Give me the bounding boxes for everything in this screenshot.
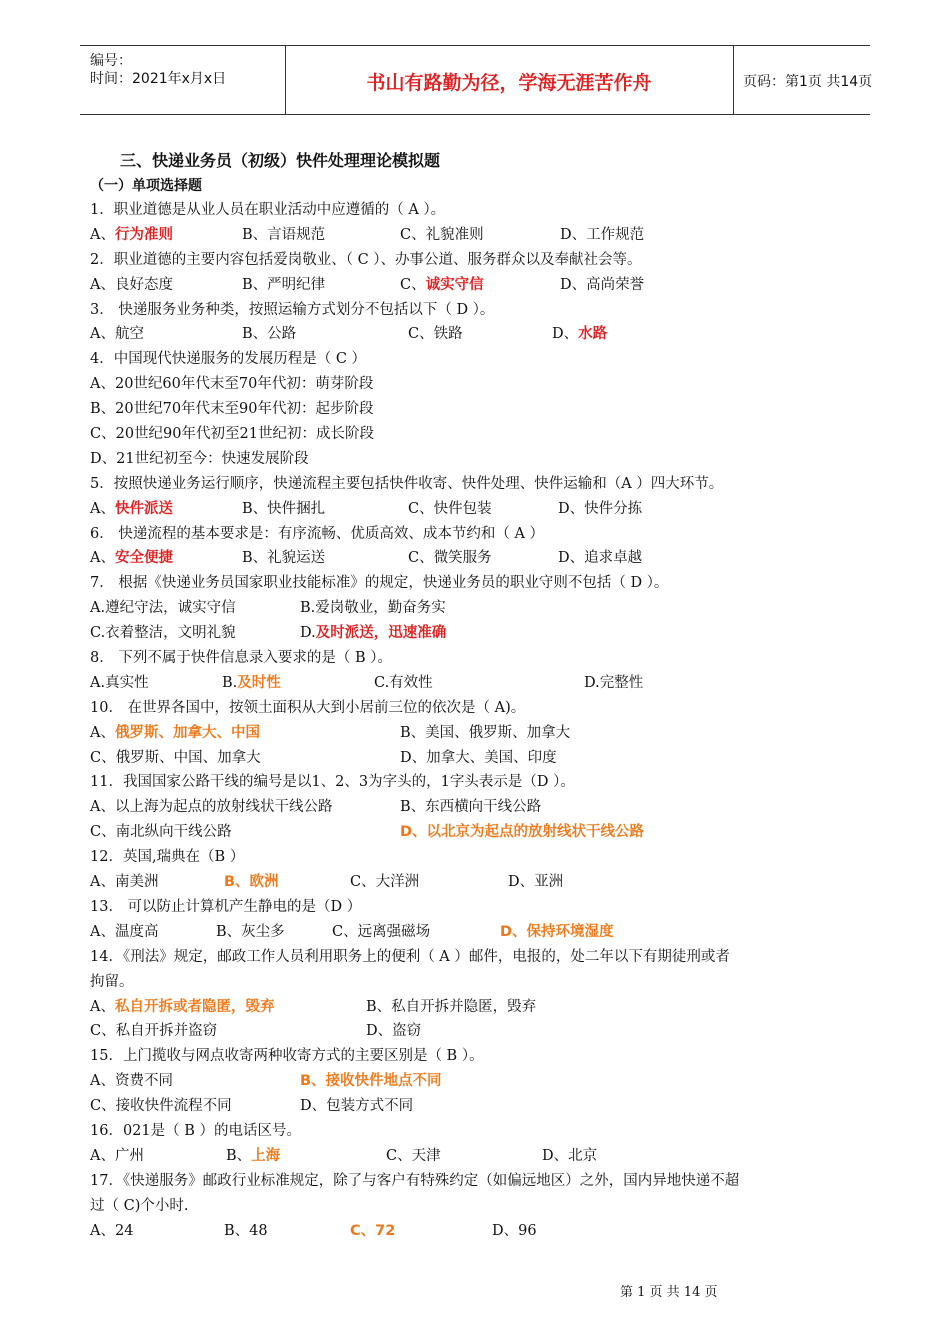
option-label: A、 bbox=[90, 226, 115, 243]
correct-answer-highlight: 安全便捷 bbox=[114, 550, 173, 567]
answer-options-row bbox=[90, 671, 870, 696]
option-label: D、 bbox=[552, 326, 579, 343]
answer-options-row bbox=[90, 1019, 870, 1044]
question-text: 拘留。 bbox=[90, 973, 134, 990]
correct-answer-highlight: 及时派送，迅速准确 bbox=[315, 625, 447, 642]
answer-option bbox=[500, 920, 614, 945]
answer-option bbox=[90, 223, 173, 248]
answer-option bbox=[374, 671, 433, 696]
answer-options-row bbox=[90, 920, 870, 945]
answer-option bbox=[560, 223, 644, 248]
document-number-label: 编号： bbox=[90, 53, 132, 69]
answer-option bbox=[400, 223, 484, 248]
correct-answer-highlight: 俄罗斯、加拿大、中国 bbox=[114, 724, 260, 741]
question-text: 14．《刑法》规定，邮政工作人员利用职务上的便利（ A ）邮件，电报的，处二年以下有期徒刑或者 bbox=[90, 948, 730, 965]
option-label: C、铁路 bbox=[408, 326, 463, 343]
answer-option bbox=[508, 870, 563, 895]
option-label: D、工作规范 bbox=[560, 226, 645, 243]
answer-option bbox=[242, 497, 325, 522]
correct-answer-highlight: B、欧洲 bbox=[224, 874, 279, 891]
correct-answer-highlight: 诚实守信 bbox=[425, 276, 484, 293]
question-text: 7． 根据《快递业务员国家职业技能标准》的规定，快递业务员的职业守则不包括（ D ）。 bbox=[90, 575, 669, 592]
question-text: 6． 快递流程的基本要求是：有序流畅、优质高效、成本节约和（ A ） bbox=[90, 525, 545, 542]
correct-answer-highlight: 水路 bbox=[578, 326, 608, 343]
correct-answer-highlight: B、接收快件地点不同 bbox=[300, 1073, 442, 1090]
option-label: C、俄罗斯、中国、加拿大 bbox=[90, 749, 261, 766]
answer-options-row bbox=[90, 870, 870, 895]
option-label: D、亚洲 bbox=[508, 874, 564, 891]
question-text: B、20世纪70年代末至90年代初：起步阶段 bbox=[90, 401, 374, 418]
option-label: A、温度高 bbox=[90, 923, 159, 940]
answer-options-row bbox=[90, 995, 870, 1020]
answer-option bbox=[90, 273, 173, 298]
option-label: D、96 bbox=[492, 1222, 537, 1239]
answer-option bbox=[224, 870, 279, 895]
answer-options-row bbox=[90, 596, 870, 621]
question-text: 15．上门揽收与网点收寄两种收寄方式的主要区别是（ B ）。 bbox=[90, 1048, 484, 1065]
option-label: D. bbox=[300, 625, 316, 642]
answer-option bbox=[300, 621, 446, 646]
answer-option bbox=[226, 1144, 280, 1169]
question-text: 1．职业道德是从业人员在职业活动中应遵循的（ A ）。 bbox=[90, 202, 446, 218]
document-body bbox=[90, 148, 870, 1243]
answer-option bbox=[242, 273, 325, 298]
answer-option bbox=[216, 920, 285, 945]
answer-options-row bbox=[90, 1094, 870, 1119]
answer-option bbox=[408, 322, 463, 347]
answer-options-row bbox=[90, 1144, 870, 1169]
header-page-code: 页码：第1页 共14页 bbox=[743, 74, 873, 90]
answer-options-row bbox=[90, 1069, 870, 1094]
question-text: 3． 快递服务业务种类，按照运输方式划分不包括以下（ D ）。 bbox=[90, 301, 495, 318]
answer-option bbox=[90, 795, 332, 820]
answer-option bbox=[558, 497, 642, 522]
answer-options-row bbox=[90, 497, 870, 522]
option-label: A、 bbox=[90, 550, 115, 567]
option-label: D、包装方式不同 bbox=[300, 1098, 414, 1115]
answer-option bbox=[386, 1144, 441, 1169]
option-label: B.爱岗敬业，勤奋务实 bbox=[300, 600, 446, 617]
question-text: 12．英国,瑞典在（B ） bbox=[90, 849, 245, 866]
option-label: B、灰尘多 bbox=[216, 923, 285, 940]
option-label: A、 bbox=[90, 500, 115, 517]
answer-option bbox=[542, 1144, 597, 1169]
section-title: （一）单项选择题 bbox=[90, 178, 202, 194]
header-motto: 书山有路勤为径，学海无涯苦作舟 bbox=[366, 72, 652, 94]
option-label: D、追求卓越 bbox=[558, 550, 643, 567]
option-label: C、 bbox=[400, 276, 426, 293]
option-label: B、私自开拆并隐匿，毁弃 bbox=[366, 998, 537, 1015]
question-text: 13． 可以防止计算机产生静电的是（D ） bbox=[90, 898, 362, 915]
answer-option bbox=[552, 322, 607, 347]
correct-answer-highlight: 行为准则 bbox=[114, 226, 173, 243]
option-label: C、天津 bbox=[386, 1147, 441, 1164]
answer-option bbox=[242, 322, 296, 347]
answer-option bbox=[492, 1219, 537, 1244]
header-info-cell bbox=[80, 46, 286, 114]
answer-option bbox=[90, 322, 144, 347]
option-label: B、东西横向干线公路 bbox=[400, 799, 542, 816]
option-label: C、南北纵向干线公路 bbox=[90, 824, 232, 841]
answer-option bbox=[90, 621, 236, 646]
option-label: D、高尚荣誉 bbox=[560, 276, 645, 293]
option-label: A.真实性 bbox=[90, 674, 149, 691]
answer-option bbox=[90, 671, 149, 696]
option-label: C、接收快件流程不同 bbox=[90, 1098, 232, 1115]
question-text: 5．按照快递业务运行顺序，快递流程主要包括快件收寄、快件处理、快件运输和（A ）四大环节。 bbox=[90, 475, 724, 492]
document-time-label: 时间：2021年x月x日 bbox=[90, 71, 227, 87]
answer-option bbox=[90, 1144, 144, 1169]
option-label: A、 bbox=[90, 998, 115, 1015]
option-label: C、快件包装 bbox=[408, 500, 492, 517]
answer-option bbox=[222, 671, 281, 696]
answer-option bbox=[90, 546, 173, 571]
answer-option bbox=[400, 820, 644, 845]
answer-options-row bbox=[90, 746, 870, 771]
header-motto-cell bbox=[285, 46, 734, 114]
answer-option bbox=[408, 497, 492, 522]
answer-options-row bbox=[90, 273, 870, 298]
answer-option bbox=[300, 1094, 413, 1119]
question-list bbox=[90, 198, 870, 1243]
question-text: 过（ C)个小时. bbox=[90, 1197, 189, 1214]
option-label: D、快件分拣 bbox=[558, 500, 643, 517]
answer-option bbox=[400, 746, 557, 771]
option-label: C.衣着整洁，文明礼貌 bbox=[90, 625, 236, 642]
option-label: D.完整性 bbox=[584, 674, 644, 691]
option-label: A、良好态度 bbox=[90, 276, 173, 293]
option-label: A、南美洲 bbox=[90, 874, 159, 891]
answer-option bbox=[90, 995, 274, 1020]
option-label: C、礼貌准则 bbox=[400, 226, 484, 243]
answer-option bbox=[90, 746, 261, 771]
answer-options-row bbox=[90, 223, 870, 248]
option-label: A、资费不同 bbox=[90, 1073, 173, 1090]
question-text: 4．中国现代快递服务的发展历程是（ C ） bbox=[90, 351, 367, 368]
answer-options-row bbox=[90, 621, 870, 646]
answer-option bbox=[558, 546, 642, 571]
option-label: B、快件捆扎 bbox=[242, 500, 326, 517]
answer-option bbox=[408, 546, 492, 571]
answer-option bbox=[90, 1219, 133, 1244]
option-label: A、24 bbox=[90, 1222, 134, 1239]
option-label: B、公路 bbox=[242, 326, 297, 343]
question-text: 10． 在世界各国中，按领土面积从大到小居前三位的依次是（ A)。 bbox=[90, 699, 526, 716]
answer-option bbox=[90, 721, 260, 746]
option-label: C、大洋洲 bbox=[350, 874, 420, 891]
option-label: B、礼貌运送 bbox=[242, 550, 326, 567]
correct-answer-highlight: C、72 bbox=[350, 1222, 396, 1239]
answer-option bbox=[332, 920, 430, 945]
question-text: 11．我国国家公路干线的编号是以1、2、3为字头的，1字头表示是（D ）。 bbox=[90, 774, 575, 791]
page-header bbox=[80, 45, 873, 115]
question-text: D、21世纪初至今：快速发展阶段 bbox=[90, 450, 309, 467]
answer-option bbox=[350, 1219, 395, 1244]
correct-answer-highlight: D、保持环境湿度 bbox=[500, 923, 614, 940]
question-text: 8． 下列不属于快件信息录入要求的是（ B ）。 bbox=[90, 650, 392, 667]
answer-option bbox=[90, 920, 158, 945]
option-label: D、加拿大、美国、印度 bbox=[400, 749, 557, 766]
answer-option bbox=[366, 995, 536, 1020]
question-text: A、20世纪60年代末至70年代初：萌芽阶段 bbox=[90, 376, 374, 393]
answer-options-row bbox=[90, 820, 870, 845]
answer-option bbox=[90, 497, 173, 522]
option-label: A.遵纪守法，诚实守信 bbox=[90, 600, 236, 617]
answer-option bbox=[366, 1019, 421, 1044]
correct-answer-highlight: D、以北京为起点的放射线状干线公路 bbox=[400, 824, 645, 841]
option-label: A、广州 bbox=[90, 1147, 144, 1164]
option-label: A、以上海为起点的放射线状干线公路 bbox=[90, 799, 333, 816]
question-text: 17．《快递服务》邮政行业标准规定，除了与客户有特殊约定（如偏远地区）之外，国内异地快递不超 bbox=[90, 1172, 740, 1189]
question-text: C、20世纪90年代初至21世纪初：成长阶段 bbox=[90, 426, 374, 443]
correct-answer-highlight: 上海 bbox=[251, 1147, 281, 1164]
answer-options-row bbox=[90, 721, 870, 746]
answer-option bbox=[584, 671, 643, 696]
answer-option bbox=[90, 1094, 232, 1119]
option-label: D、盗窃 bbox=[366, 1023, 422, 1040]
option-label: D、北京 bbox=[542, 1147, 598, 1164]
answer-option bbox=[300, 1069, 442, 1094]
option-label: B、严明纪律 bbox=[242, 276, 326, 293]
option-label: C、微笑服务 bbox=[408, 550, 492, 567]
answer-option bbox=[242, 546, 325, 571]
option-label: B. bbox=[222, 674, 238, 691]
document-title: 三、快递业务员（初级）快件处理理论模拟题 bbox=[120, 151, 441, 170]
option-label: B、 bbox=[226, 1147, 252, 1164]
answer-options-row bbox=[90, 322, 870, 347]
option-label: C、远离强磁场 bbox=[332, 923, 431, 940]
answer-option bbox=[560, 273, 644, 298]
correct-answer-highlight: 私自开拆或者隐匿，毁弃 bbox=[114, 998, 275, 1015]
answer-option bbox=[242, 223, 325, 248]
answer-option bbox=[350, 870, 419, 895]
answer-option bbox=[90, 1069, 173, 1094]
correct-answer-highlight: 快件派送 bbox=[114, 500, 173, 517]
option-label: B、美国、俄罗斯、加拿大 bbox=[400, 724, 571, 741]
question-text: 2．职业道德的主要内容包括爱岗敬业、（ C ）、办事公道、服务群众以及奉献社会等。 bbox=[90, 251, 642, 268]
question-text: 16．021是（ B ）的电话区号。 bbox=[90, 1122, 301, 1139]
correct-answer-highlight: 及时性 bbox=[237, 674, 281, 691]
page-footer: 第 1 页 共 14 页 bbox=[620, 1285, 718, 1300]
header-page-cell bbox=[733, 46, 873, 114]
answer-option bbox=[224, 1219, 268, 1244]
answer-options-row bbox=[90, 1219, 870, 1244]
option-label: C、私自开拆并盗窃 bbox=[90, 1023, 218, 1040]
option-label: C.有效性 bbox=[374, 674, 433, 691]
option-label: B、48 bbox=[224, 1222, 268, 1239]
option-label: A、 bbox=[90, 724, 115, 741]
answer-option bbox=[400, 273, 484, 298]
answer-option bbox=[90, 596, 236, 621]
answer-option bbox=[300, 596, 446, 621]
answer-option bbox=[400, 721, 570, 746]
option-label: B、言语规范 bbox=[242, 226, 326, 243]
answer-option bbox=[90, 870, 158, 895]
option-label: A、航空 bbox=[90, 326, 144, 343]
answer-option bbox=[90, 820, 232, 845]
answer-option bbox=[400, 795, 541, 820]
answer-option bbox=[90, 1019, 217, 1044]
answer-options-row bbox=[90, 795, 870, 820]
answer-options-row bbox=[90, 546, 870, 571]
